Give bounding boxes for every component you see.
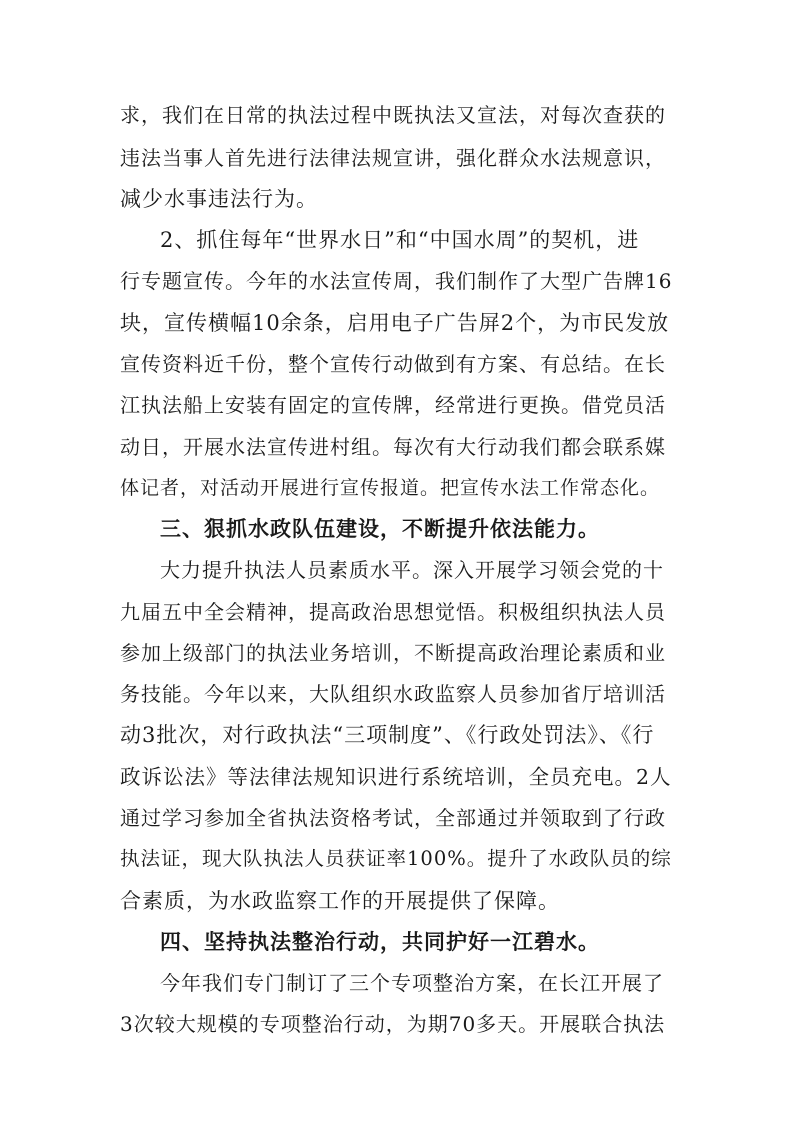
text-line: 2、抓住每年“世界水日”和“中国水周”的契机，进 (160, 228, 640, 252)
text-line: 江执法船上安装有固定的宣传牌，经常进行更换。借党员活 (120, 393, 666, 417)
text-line: 动3批次，对行政执法“三项制度”、《行政处罚法》、《行 (120, 723, 655, 747)
text-line: 违法当事人首先进行法律法规宣讲，强化群众水法规意识， (120, 146, 666, 170)
text-line: 参加上级部门的执法业务培训，不断提高政治理论素质和业 (120, 641, 666, 665)
text-line: 政诉讼法》等法律法规知识进行系统培训，全员充电。2人 (120, 765, 672, 789)
section-heading: 三、狠抓水政队伍建设，不断提升依法能力。 (160, 517, 600, 541)
text-line: 大力提升执法人员素质水平。深入开展学习领会党的十 (160, 558, 664, 582)
text-line: 求，我们在日常的执法过程中既执法又宣法，对每次查获的 (120, 103, 666, 127)
text-line: 九届五中全会精神，提高政治思想觉悟。积极组织执法人员 (120, 600, 666, 624)
text-line: 块，宣传横幅10余条，启用电子广告屏2个，为市民发放 (120, 311, 670, 335)
text-line: 执法证，现大队执法人员获证率100%。提升了水政队员的综 (120, 847, 672, 870)
text-line: 动日，开展水法宣传进村组。每次有大行动我们都会联系媒 (120, 435, 666, 459)
text-line: 3次较大规模的专项整治行动，为期70多天。开展联合执法 (120, 1012, 666, 1036)
section-heading: 四、坚持执法整治行动，共同护好一江碧水。 (160, 930, 600, 954)
text-line: 体记者，对活动开展进行宣传报道。把宣传水法工作常态化。 (120, 477, 661, 499)
text-line: 通过学习参加全省执法资格考试，全部通过并领取到了行政 (120, 806, 666, 830)
text-line: 行专题宣传。今年的水法宣传周，我们制作了大型广告牌16 (120, 269, 673, 293)
text-line: 减少水事违法行为。 (120, 187, 318, 211)
text-line: 合素质，为水政监察工作的开展提供了保障。 (120, 889, 560, 913)
text-line: 务技能。今年以来，大队组织水政监察人员参加省厅培训活 (120, 682, 666, 706)
text-line: 今年我们专门制订了三个专项整治方案，在长江开展了 (160, 971, 664, 995)
text-line: 宣传资料近千份，整个宣传行动做到有方案、有总结。在长 (120, 352, 666, 376)
